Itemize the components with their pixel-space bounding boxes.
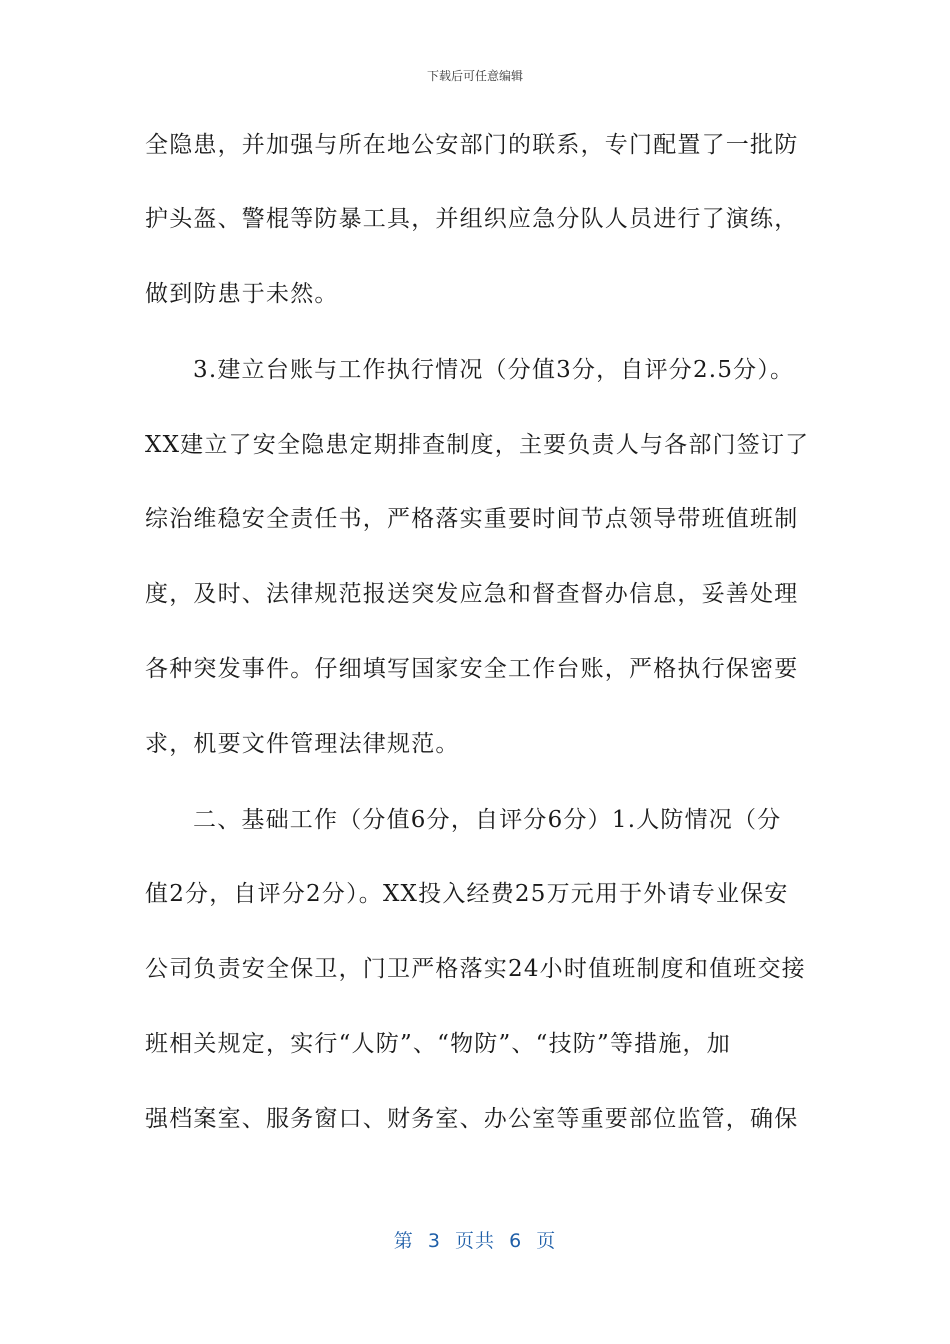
paragraph-line: 二、基础工作（分值6分，自评分6分）1.人防情况（分 bbox=[193, 807, 782, 833]
page-number-footer: 第 3 页共 6 页 bbox=[393, 1230, 557, 1252]
paragraph-line: 公司负责安全保卫，门卫严格落实24小时值班制度和值班交接 bbox=[145, 956, 806, 982]
paragraph-line: 各种突发事件。仔细填写国家安全工作台账，严格执行保密要 bbox=[145, 656, 799, 682]
paragraph-line: 强档案室、服务窗口、财务室、办公室等重要部位监管，确保 bbox=[145, 1106, 799, 1132]
paragraph-line: 值2分，自评分2分）。XX投入经费25万元用于外请专业保安 bbox=[145, 881, 789, 907]
page-header: 下载后可任意编辑 bbox=[426, 69, 523, 83]
paragraph-line: 度，及时、法律规范报送突发应急和督查督办信息，妥善处理 bbox=[145, 581, 799, 607]
paragraph-line: 综治维稳安全责任书，严格落实重要时间节点领导带班值班制 bbox=[145, 506, 799, 532]
paragraph-line: XX建立了安全隐患定期排查制度，主要负责人与各部门签订了 bbox=[145, 432, 810, 458]
paragraph-line: 班相关规定，实行“人防”、“物防”、“技防”等措施，加 bbox=[145, 1031, 731, 1057]
paragraph-line: 做到防患于未然。 bbox=[145, 281, 339, 307]
paragraph-line: 护头盔、警棍等防暴工具，并组织应急分队人员进行了演练， bbox=[145, 206, 799, 232]
paragraph-line: 3.建立台账与工作执行情况（分值3分，自评分2.5分）。 bbox=[193, 357, 795, 383]
paragraph-line: 求，机要文件管理法律规范。 bbox=[145, 731, 460, 757]
paragraph-line: 全隐患，并加强与所在地公安部门的联系，专门配置了一批防 bbox=[145, 132, 799, 158]
